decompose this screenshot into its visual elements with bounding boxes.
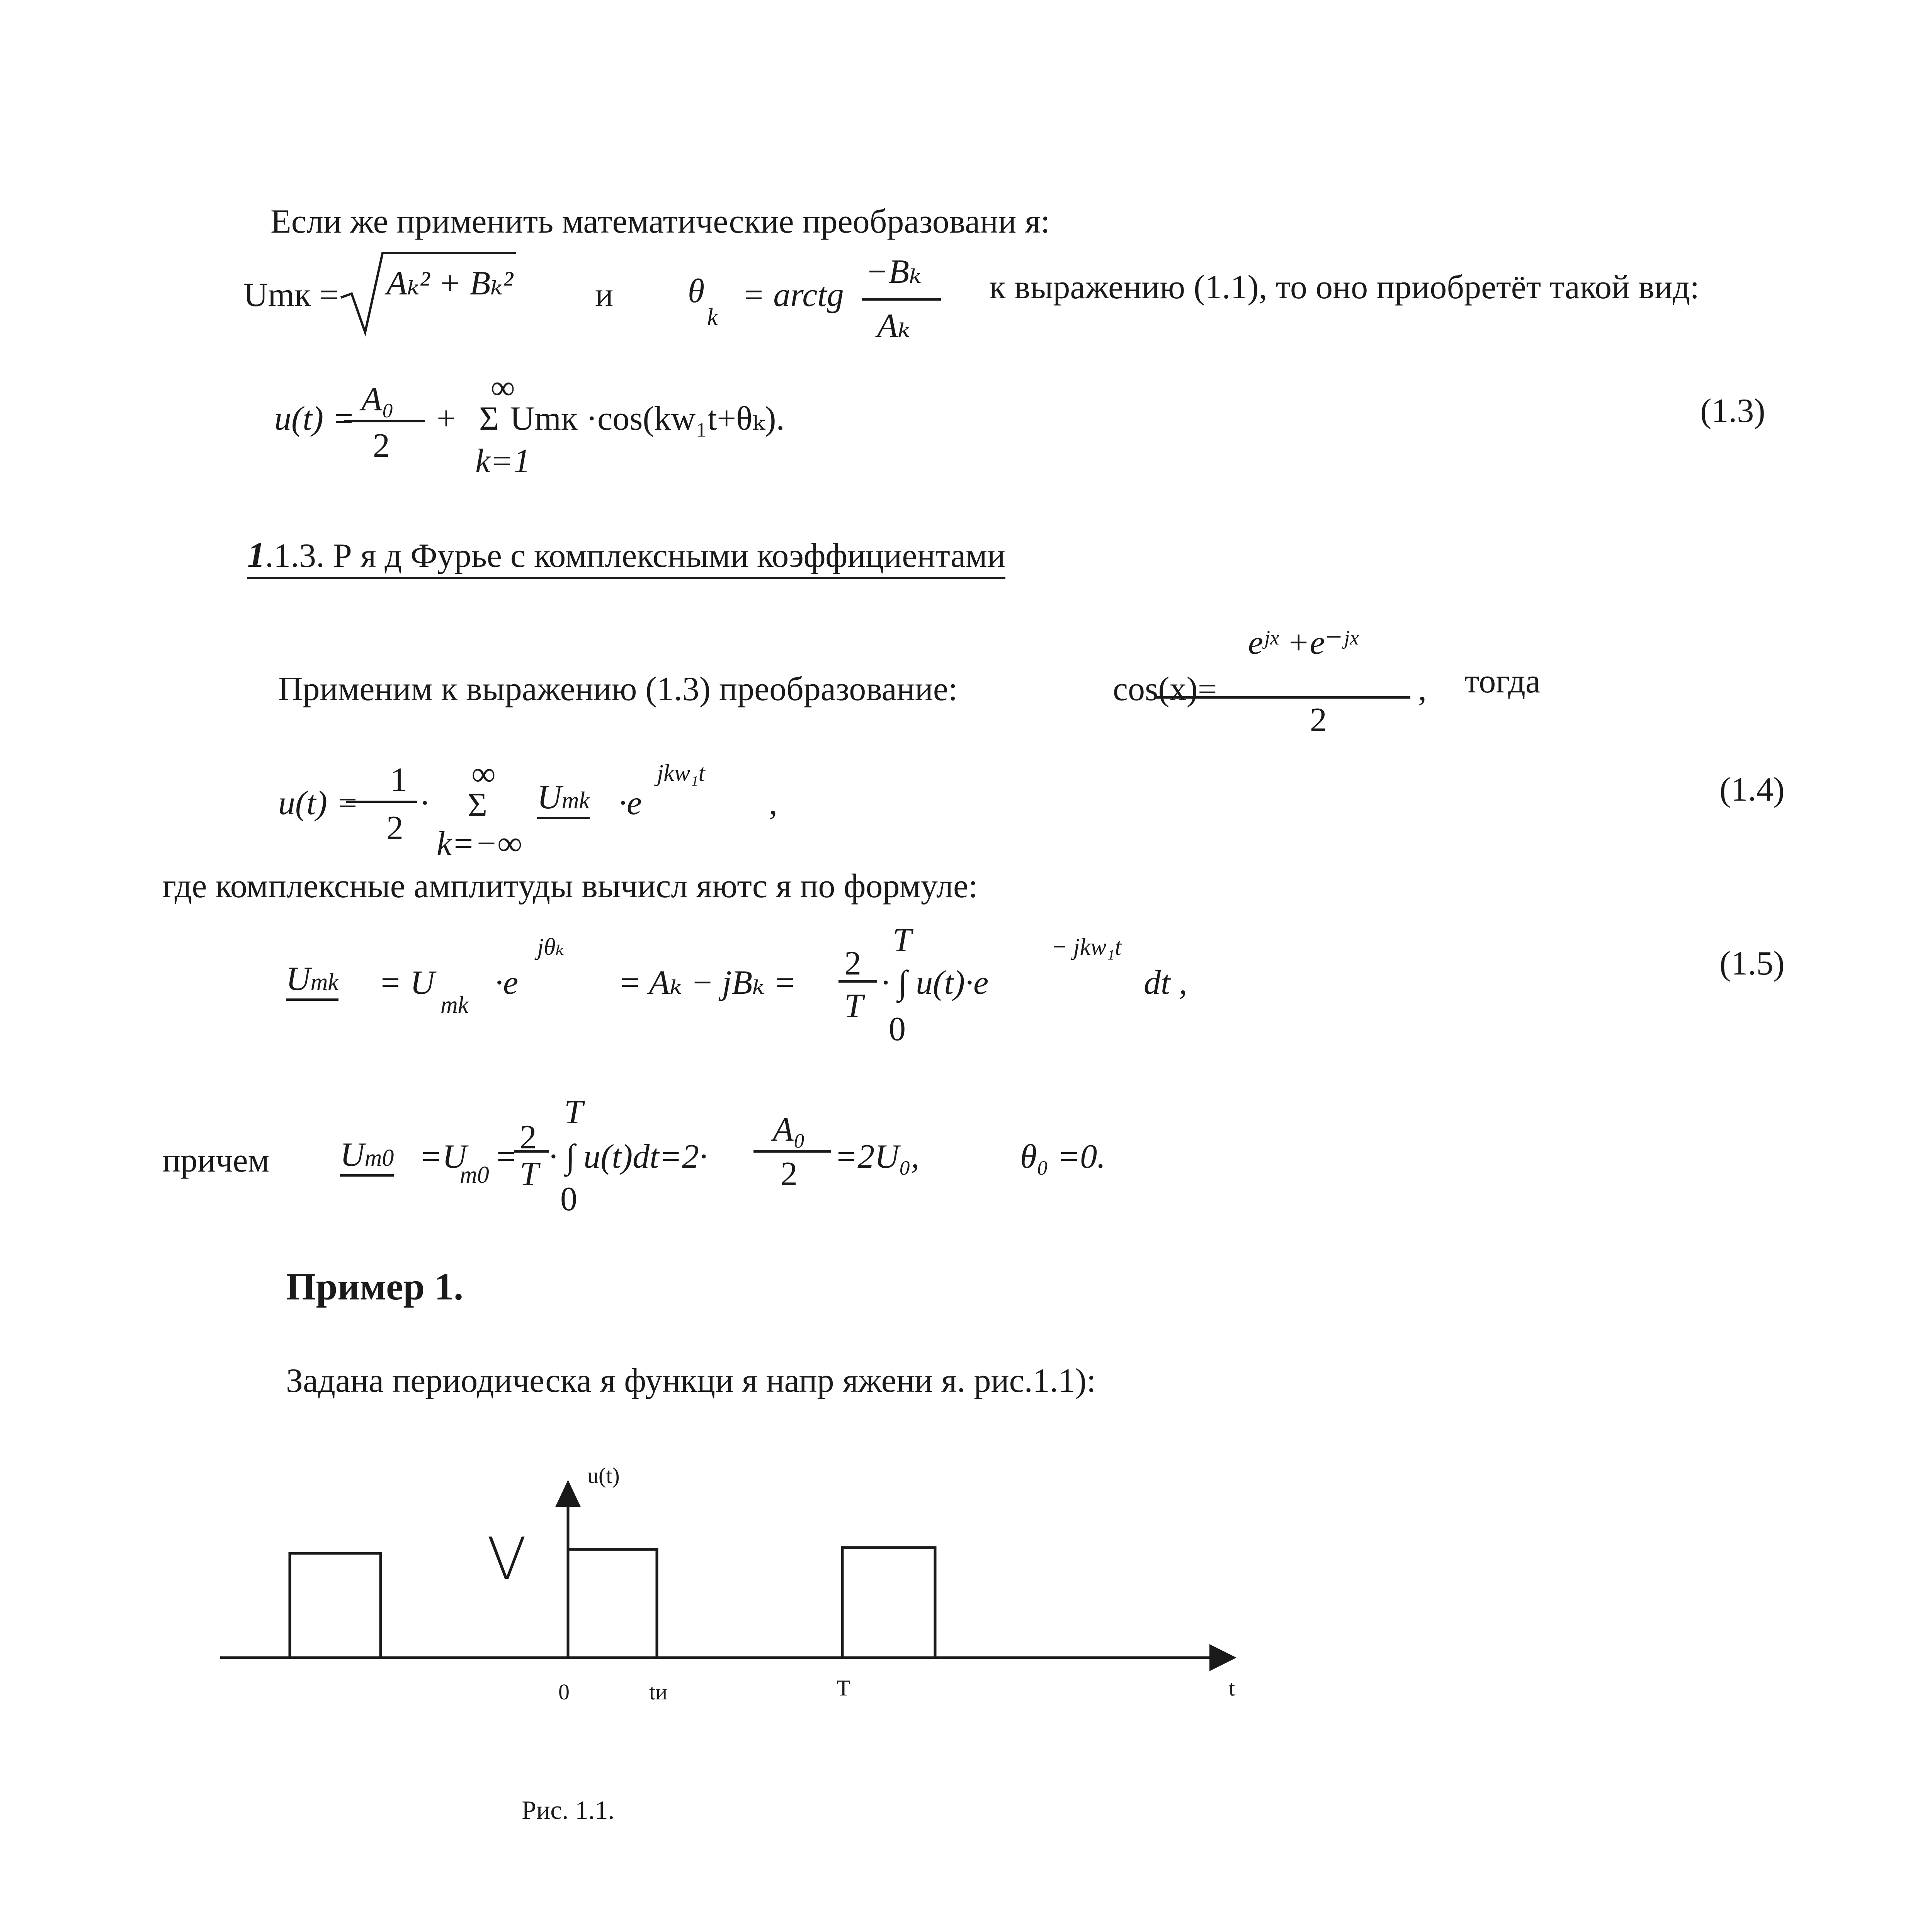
theta-symbol: θ [688,272,705,310]
and-word: и [595,276,614,314]
eq15-number: (1.5) [1719,945,1785,982]
where-text: где комплексные амплитуды вычисл яютс я по формуле: [162,867,978,905]
eq16-int-top: T [564,1094,583,1131]
eq15-int-top: T [893,922,912,959]
eq13-lhs: u(t) = [274,400,355,437]
eq16-U-sub: m0 [364,1145,394,1171]
eq16-int-bottom: 0 [560,1180,577,1218]
eq16-frac-den: T [520,1155,539,1193]
eq13-sum-bottom: k=1 [475,442,531,480]
eq15-integral: · ∫ u(t)·e [881,964,989,1002]
eq15-eq-part: = U [379,964,435,1002]
arctg: = arctg [742,276,844,314]
time-axis-arrow [1209,1644,1236,1671]
then-word: тогда [1464,663,1541,700]
eq15-exp-sup: jθₖ [537,934,565,960]
eq14-half-num: 1 [390,761,407,799]
cos-denominator: 2 [1310,701,1327,739]
eq16-U-letter: U [340,1136,365,1173]
eq14-number: (1.4) [1719,771,1785,808]
eq13-frac-num: A₀ [361,381,394,418]
eq16-rest: =2U₀, [835,1138,920,1175]
eq16-a-den: 2 [781,1155,798,1193]
period-label: T [837,1675,850,1701]
eq14-exp: ·e [618,784,642,822]
tu-label: tи [649,1679,668,1704]
eq14-exp-sup: jkw₁t [657,760,705,786]
pulse-center [568,1549,657,1658]
eq14-sum-top: ∞ [471,755,496,793]
eq15-frac-den: T [844,987,863,1025]
eq13-sum: Σ [479,400,499,437]
eq14-half-den: 2 [386,810,403,847]
intro-text: Если же применить математические преобразовани я: [270,203,1050,240]
origin-label: 0 [558,1679,570,1704]
eq14-sum-bottom: k=−∞ [437,825,522,862]
transform-tail: к выражению (1.1), то оно приобретёт такой вид: [989,269,1699,306]
u-axis-label: u(t) [587,1463,620,1488]
eq16-theta: θ₀ =0. [1020,1138,1106,1175]
cos-lhs: cos(x)= [1113,670,1217,708]
cos-comma: , [1418,670,1427,708]
eq16-eq: = [497,1138,516,1175]
cos-numerator: eʲˣ +e⁻ʲˣ [1248,624,1358,662]
eq13-sum-top: ∞ [491,369,515,406]
eq15-dt: dt , [1144,964,1187,1002]
radicand: Aₖ² + Bₖ² [386,265,513,302]
eq13-number: (1.3) [1700,392,1765,430]
eq14-dot: · [419,784,431,822]
arctg-denominator: Aₖ [877,307,910,345]
u-axis-arrow [555,1480,581,1507]
eq15-U-sub: mk [310,969,338,995]
eq14-U-sub: mk [561,787,590,814]
eq16-frac-num: 2 [520,1119,537,1156]
arctg-numerator: −Bₖ [866,253,922,291]
section-title: .1.3. Р я д Фурье с комплексными коэффициентами [265,537,1005,579]
eq13-frac-den: 2 [373,427,390,464]
eq15-int-sup: − jkw₁t [1051,934,1122,960]
eq15-exp: ·e [495,964,519,1002]
example-text: Задана периодическа я функци я напр яжени я. рис.1.1): [286,1362,1096,1400]
eq14-sum: Σ [468,786,488,824]
eq16-prefix: причем [162,1142,270,1179]
eq14-U-letter: U [537,779,562,816]
pulse-right [842,1548,935,1658]
eq16-integral: · ∫ u(t)dt=2· [549,1138,707,1175]
section-mark: 1 [247,535,265,579]
eq15-eq-sub: mk [440,992,469,1018]
eq13-body: Umк ·cos(kw₁t+θₖ). [510,400,785,437]
eq15-frac-num: 2 [844,945,861,982]
eq16-a-num: A₀ [773,1111,806,1148]
amplitude-label: V [487,1526,527,1593]
eq15-U-letter: U [286,960,311,998]
eq13-plus: + [437,400,456,437]
theta-sub: k [707,304,718,330]
eq16-mid: =U [419,1138,467,1175]
eq15-mid: = Aₖ − jBₖ = [618,964,796,1002]
umk-lhs: Umк = [243,276,339,314]
eq14-comma: , [769,784,777,822]
example-title: Пример 1. [286,1265,464,1308]
t-axis-label: t [1229,1675,1235,1701]
eq16-mid-sub: m0 [460,1162,489,1188]
eq14-lhs: u(t) = [278,784,359,822]
apply-text: Применим к выражению (1.3) преобразование: [278,670,958,708]
figure-caption: Рис. 1.1. [522,1795,615,1825]
pulse-left [290,1553,381,1658]
eq15-int-bottom: 0 [889,1010,906,1048]
